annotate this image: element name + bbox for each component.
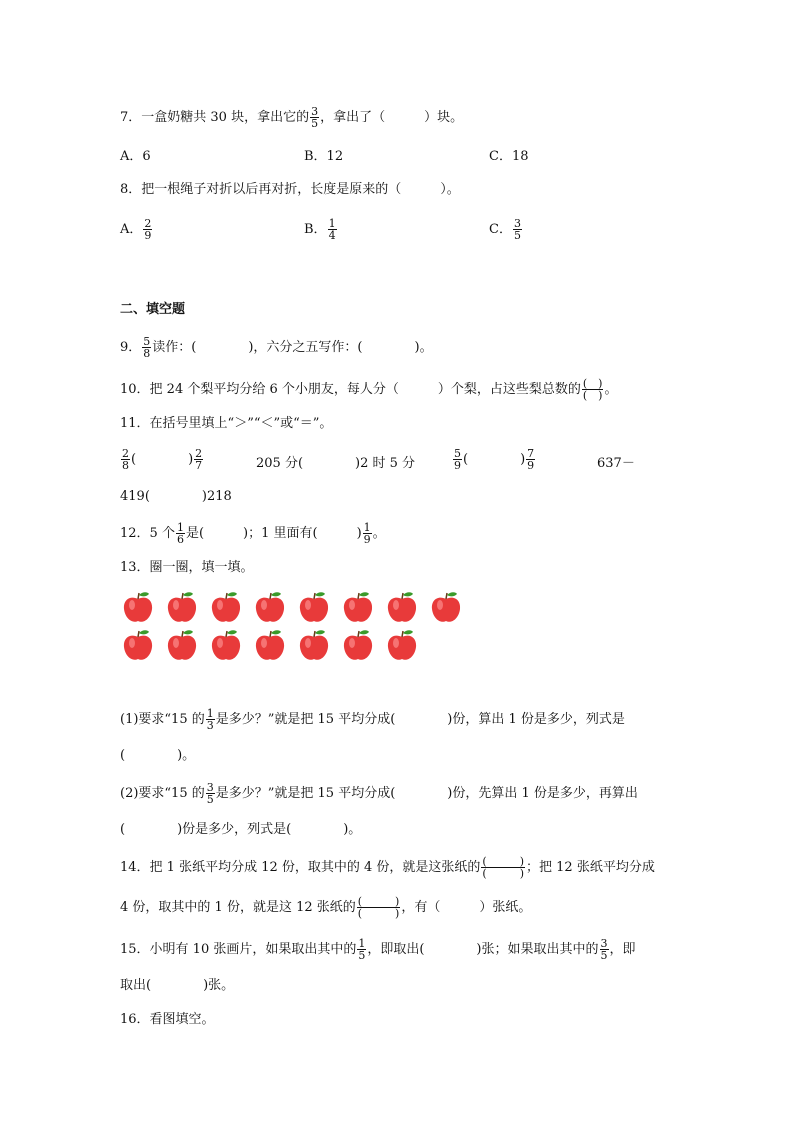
q13-part1: (1)要求“15 的 $\frac{1}{3}$ 是多少？”就是把 15 平均分成( )份，算出 1 份是多少，列式是 [120,707,625,732]
q15-line: 15．小明有 10 张画片，如果取出其中的 $\frac{1}{5}$ ，即取出( )张；如果取出其中的 $\frac{3}{5}$ ，即 [120,937,636,962]
q7-option-c[interactable]: C．18 [489,149,529,164]
q14-line2: 4 份，取其中的 1 份，就是这 12 张纸的 $\frac{( )}{( )}$ ，有（ ）张纸。 [120,895,532,920]
apple-icon[interactable] [296,628,332,664]
apple-icon[interactable] [252,590,288,626]
apple-icon[interactable] [340,590,376,626]
q13-part2-line2: ( )份是多少，列式是( )。 [120,822,362,837]
apple-icon[interactable] [164,590,200,626]
apple-icon[interactable] [384,590,420,626]
apple-icon[interactable] [164,628,200,664]
q9-fraction: $\frac{5}{8}$ [143,335,151,360]
q7-post: ，拿出了（ ）块。 [320,110,464,125]
q11-compare-c: $\frac{5}{9}$ ( ) $\frac{7}{9}$ [454,447,535,472]
q11-compare-d-end: 419( )218 [120,489,232,504]
apple-icon[interactable] [340,628,376,664]
q8-option-b[interactable]: B． $\frac{1}{4}$ [304,217,336,242]
q11-compare-a: $\frac{2}{8}$ ( ) $\frac{2}{7}$ [122,447,203,472]
apple-icon[interactable] [208,590,244,626]
q7-pre: 7．一盒奶糖共 30 块，拿出它的 [120,110,310,125]
q11-compare-d-start: 637－ [597,456,635,471]
apple-icon[interactable] [428,590,464,626]
q7-line [120,106,463,129]
apple-icon[interactable] [296,590,332,626]
q10-line: 10．把 24 个梨平均分给 6 个小朋友，每人分（ ）个梨，占这些梨总数的 $\frac{( )}{( )}$ 。 [120,377,618,402]
q14-line: 14．把 1 张纸平均分成 12 份，取其中的 4 份，就是这张纸的 $\frac{( )}{( )}$ ；把 12 张纸平均分成 [120,855,655,880]
apple-icon[interactable] [384,628,420,664]
q7-fraction: $\frac{3}{5}$ [311,105,319,130]
q13-part1-line2: ( )。 [120,748,196,763]
q7-option-a[interactable]: A．6 [120,149,151,164]
q8-line: 8．把一根绳子对折以后再对折，长度是原来的（ ）。 [120,182,460,197]
q15-line2: 取出( )张。 [120,978,235,993]
q11-compare-b: 205 分( )2 时 5 分 [256,456,416,471]
apple-icon[interactable] [120,590,156,626]
q8-option-a[interactable]: A． $\frac{2}{9}$ [120,217,152,242]
apple-row-2 [120,628,420,664]
q9-line: 9． $\frac{5}{8}$ 读作：( )，六分之五写作：( )。 [120,335,433,360]
q10-fraction: $\frac{( )}{( )}$ [582,377,603,402]
apple-icon[interactable] [120,628,156,664]
q12-line: 12．5 个 $\frac{1}{6}$ 是( )；1 里面有( ) $\frac{1}{9}$ 。 [120,521,386,546]
q13-part2: (2)要求“15 的 $\frac{3}{5}$ 是多少？”就是把 15 平均分成( )份，先算出 1 份是多少，再算出 [120,781,638,806]
section-heading: 二、填空题 [120,302,186,317]
apple-icon[interactable] [252,628,288,664]
q11-line: 11．在括号里填上“＞”“＜”或“＝”。 [120,416,333,431]
apple-row-1 [120,590,464,626]
apple-icon[interactable] [208,628,244,664]
q16-line: 16．看图填空。 [120,1012,215,1027]
q13-title: 13．圈一圈，填一填。 [120,560,254,575]
q7-option-b[interactable]: B．12 [304,149,344,164]
q8-option-c[interactable]: C． $\frac{3}{5}$ [489,217,521,242]
